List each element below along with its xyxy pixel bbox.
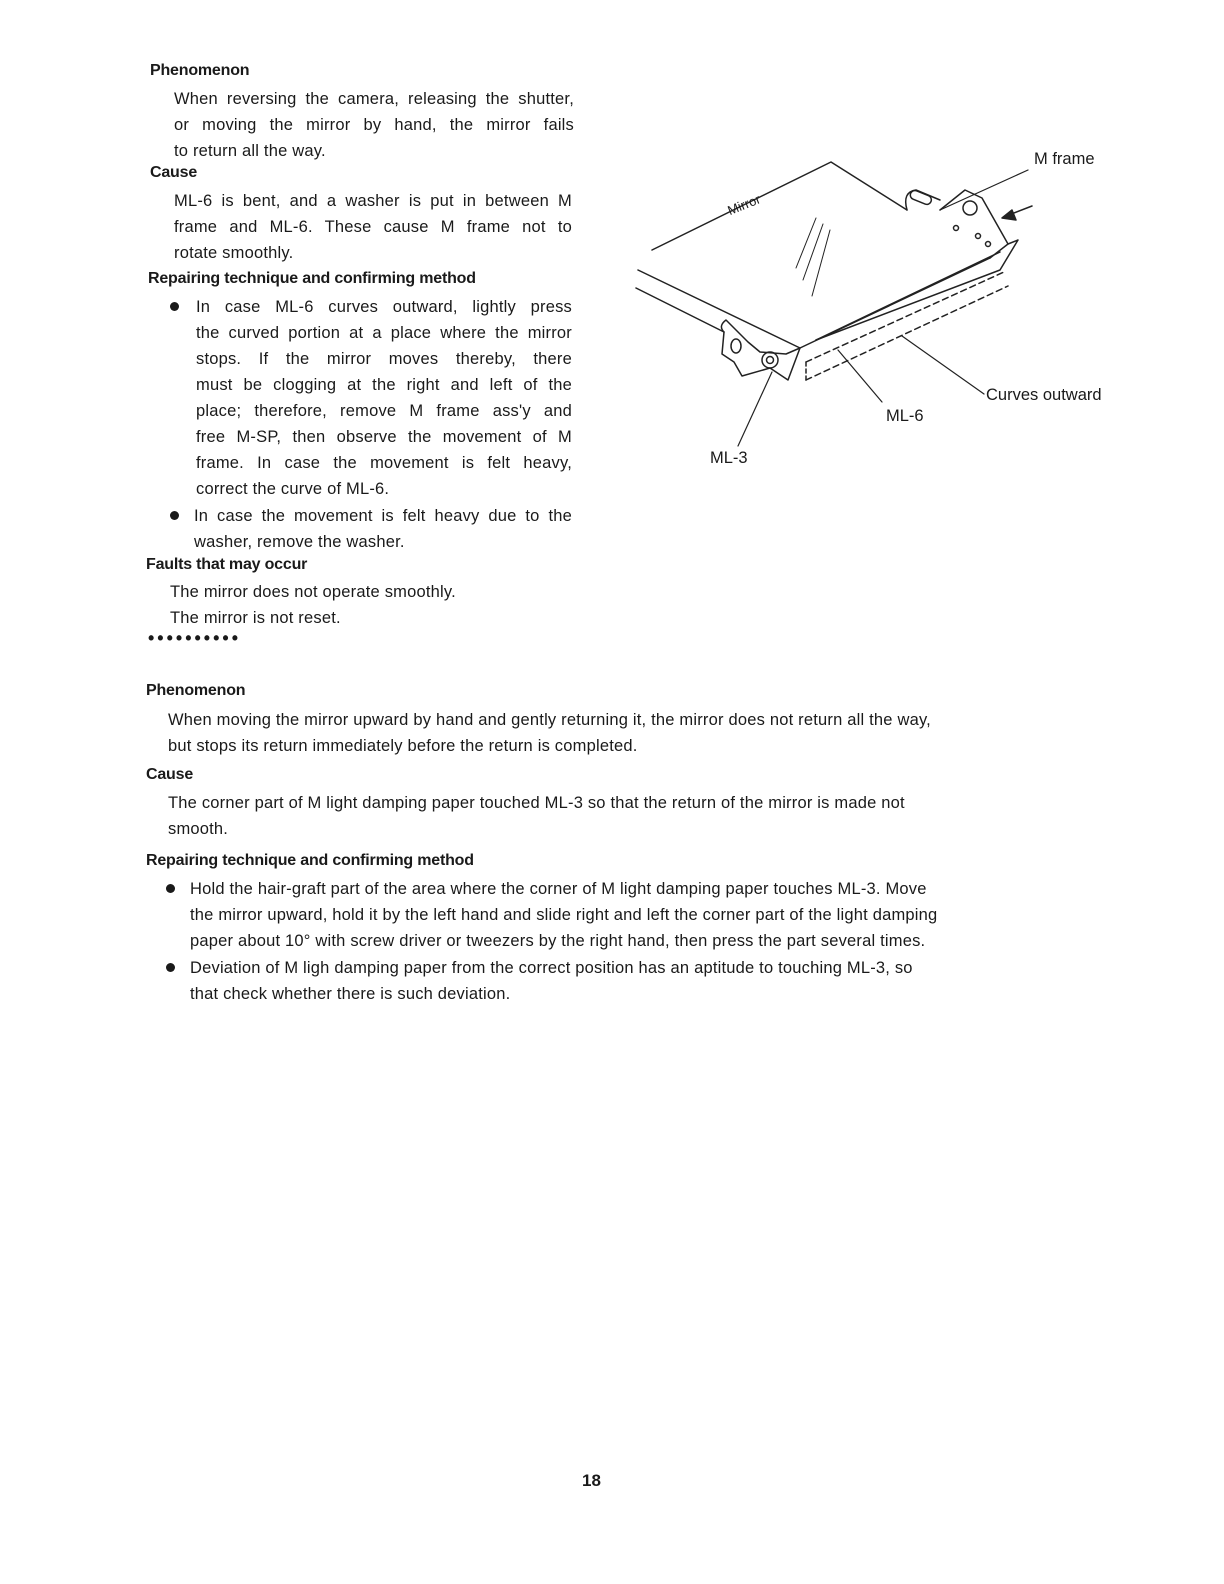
m-frame-label: M frame xyxy=(1034,150,1095,168)
text-line: stops. If the mirror moves thereby, there xyxy=(196,350,572,368)
text-line: or moving the mirror by hand, the mirror fails xyxy=(174,116,574,134)
text-line: ML-6 is bent, and a washer is put in between M xyxy=(174,192,572,210)
arrow-head-icon xyxy=(1002,210,1016,220)
curves-outward-label: Curves outward xyxy=(986,386,1102,404)
ml6-label: ML-6 xyxy=(886,407,924,425)
text-line: The corner part of M light damping paper touched ML-3 so that the return of the mirror is made not xyxy=(168,794,905,812)
text-line: correct the curve of ML-6. xyxy=(196,480,390,498)
text-line: the mirror upward, hold it by the left hand and slide right and left the corner part of the light damping xyxy=(190,906,938,924)
bullet-text xyxy=(190,876,937,954)
ml3-label: ML-3 xyxy=(710,449,748,467)
mirror-bottom-edge xyxy=(638,270,800,348)
text-line: frame. In case the movement is felt heavy, xyxy=(196,454,572,472)
bullet-icon xyxy=(166,884,175,893)
text-line: but stops its return immediately before the return is completed. xyxy=(168,737,638,755)
ml6-leader xyxy=(838,350,882,402)
cause-heading: Cause xyxy=(150,164,198,181)
bullet-text xyxy=(190,955,913,1007)
left-bracket-hole-outer xyxy=(762,352,778,368)
mirror-label: Mirror xyxy=(725,191,763,218)
page-number: 18 xyxy=(582,1471,601,1490)
reflection-mark xyxy=(803,224,823,280)
cause-heading-2: Cause xyxy=(146,766,194,783)
m-frame-plate xyxy=(940,190,1008,258)
repair-bullet-2 xyxy=(166,955,1026,1009)
section-separator: •••••••••• xyxy=(148,628,242,648)
text-line: The mirror does not operate smoothly. xyxy=(170,583,456,601)
m-frame-rivet xyxy=(954,226,959,231)
m-frame-hole xyxy=(963,201,977,215)
bullet-text xyxy=(196,294,572,502)
text-line: to return all the way. xyxy=(174,142,326,160)
bullet-icon xyxy=(170,302,179,311)
bullet-icon xyxy=(166,963,175,972)
ml3-leader xyxy=(738,372,772,446)
reflection-mark xyxy=(796,218,816,268)
curves-outward-leader xyxy=(902,336,984,394)
faults-heading: Faults that may occur xyxy=(146,556,308,573)
text-line: frame and ML-6. These cause M frame not to xyxy=(174,218,572,236)
text-line: When moving the mirror upward by hand and gently returning it, the mirror does not return all the way, xyxy=(168,711,931,729)
cause-text xyxy=(174,188,572,266)
text-line: must be clogging at the right and left of the xyxy=(196,376,572,394)
text-line: paper about 10° with screw driver or tweezers by the right hand, then press the part several times. xyxy=(190,932,926,950)
left-bracket-hole xyxy=(731,339,741,353)
faults-text xyxy=(170,579,456,631)
phenomenon-text-2 xyxy=(168,707,931,759)
repair-bullet xyxy=(170,503,574,557)
cause-text-2 xyxy=(168,790,905,842)
text-line: rotate smoothly. xyxy=(174,244,294,262)
text-line: In case the movement is felt heavy due to the xyxy=(194,507,572,525)
text-line: Hold the hair-graft part of the area where the corner of M light damping paper touches ML-3. Move xyxy=(190,880,927,898)
mirror-top-edge xyxy=(652,162,907,250)
text-line: When reversing the camera, releasing the shutter, xyxy=(174,90,574,108)
m-frame-rivet xyxy=(976,234,981,239)
phenomenon-heading: Phenomenon xyxy=(150,62,250,79)
bullet-icon xyxy=(170,511,179,520)
m-frame-leader xyxy=(940,170,1028,210)
text-line: Deviation of M ligh damping paper from the correct position has an aptitude to touching ML-3, so xyxy=(190,959,913,977)
text-line: The mirror is not reset. xyxy=(170,609,341,627)
phenomenon-text xyxy=(174,86,574,164)
ml6-dashed-edge xyxy=(806,272,1004,362)
text-line: washer, remove the washer. xyxy=(194,533,405,551)
text-line: that check whether there is such deviation. xyxy=(190,985,511,1003)
text-line: smooth. xyxy=(168,820,229,838)
text-line: the curved portion at a place where the mirror xyxy=(196,324,572,342)
phenomenon-heading-2: Phenomenon xyxy=(146,682,246,699)
bullet-text xyxy=(194,503,572,555)
reflection-mark xyxy=(812,230,830,296)
mirror-front-edge-2 xyxy=(816,252,1000,340)
mirror-assembly-diagram xyxy=(620,140,1120,480)
text-line: free M-SP, then observe the movement of M xyxy=(196,428,572,446)
repair-heading: Repairing technique and confirming method xyxy=(148,270,476,287)
repair-heading-2: Repairing technique and confirming method xyxy=(146,852,474,869)
text-line: In case ML-6 curves outward, lightly press xyxy=(196,298,572,316)
repair-bullet-2 xyxy=(166,876,1026,956)
mirror-lower-edge xyxy=(636,288,724,332)
left-bracket-hole-inner xyxy=(767,357,774,364)
repair-bullet xyxy=(170,294,574,504)
m-frame-rivet xyxy=(986,242,991,247)
text-line: place; therefore, remove M frame ass'y and xyxy=(196,402,572,420)
